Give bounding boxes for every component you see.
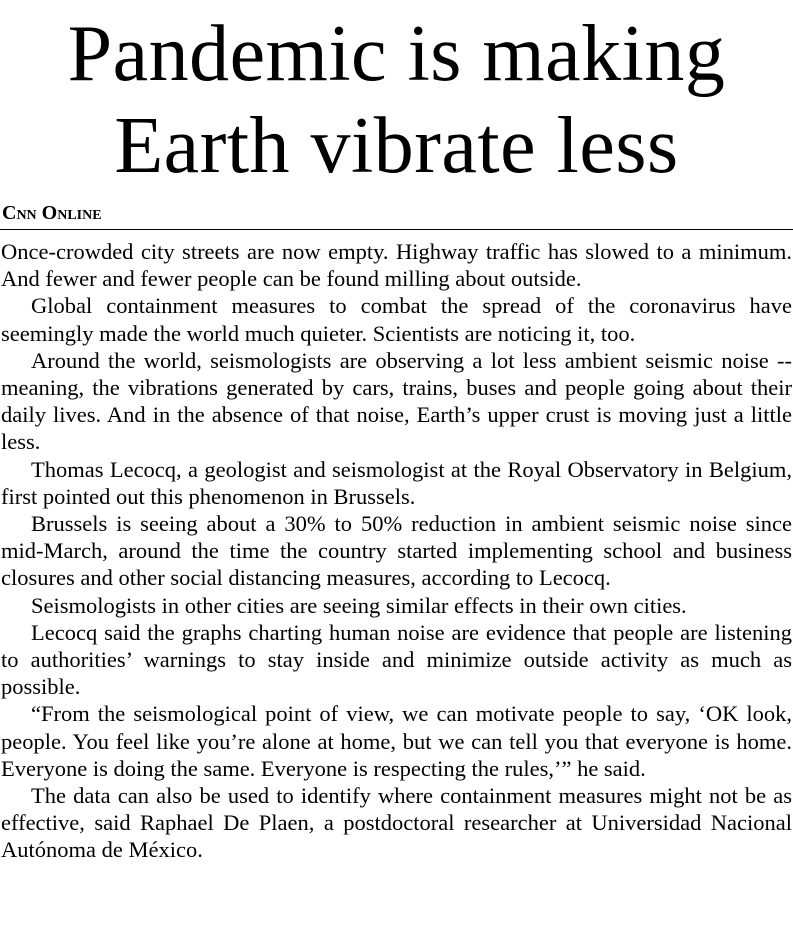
paragraph-5: Brussels is seeing about a 30% to 50% reduction in ambient seismic noise since mid-March, around the time the country started implementing school and business closures and other social distancing measures, according to Lecocq. [1,511,792,591]
paragraph-1: Once-crowded city streets are now empty. Highway traffic has slowed to a minimum. And fewer and fewer people can be found milling about outside. [1,239,792,292]
paragraph-2: Global containment measures to combat the spread of the coronavirus have seemingly made the world much quieter. Scientists are noticing it, too. [1,293,792,346]
paragraph-6: Seismologists in other cities are seeing similar effects in their own cities. [31,592,687,618]
paragraph-3: Around the world, seismologists are observing a lot less ambient seismic noise -- meaning, the vibrations generated by cars, trains, buses and people going about their daily lives. And in the absence of that noise, Earth’s upper crust is moving just a little less. [1,347,792,455]
headline-line-1: Pandemic is making [67,10,726,98]
headline [0,0,793,192]
paragraph-8: “From the seismological point of view, we can motivate people to say, ‘OK look, people. You feel like you’re alone at home, but we can tell you that everyone is home. Everyone is doing the same. Everyone is respecting the rules,’” he said. [1,701,792,781]
source-byline: Cnn Online [2,202,102,224]
article-body [0,238,793,864]
paragraph-9: The data can also be used to identify where containment measures might not be as effective, said Raphael De Plaen, a postdoctoral researcher at Universidad Nacional Autónoma de México. [1,783,792,863]
paragraph-4: Thomas Lecocq, a geologist and seismologist at the Royal Observatory in Belgium, first pointed out this phenomenon in Brussels. [1,456,792,509]
paragraph-7: Lecocq said the graphs charting human noise are evidence that people are listening to authorities’ warnings to stay inside and minimize outside activity as much as possible. [1,619,792,700]
divider-rule [0,229,793,230]
headline-line-2: Earth vibrate less [114,102,679,190]
